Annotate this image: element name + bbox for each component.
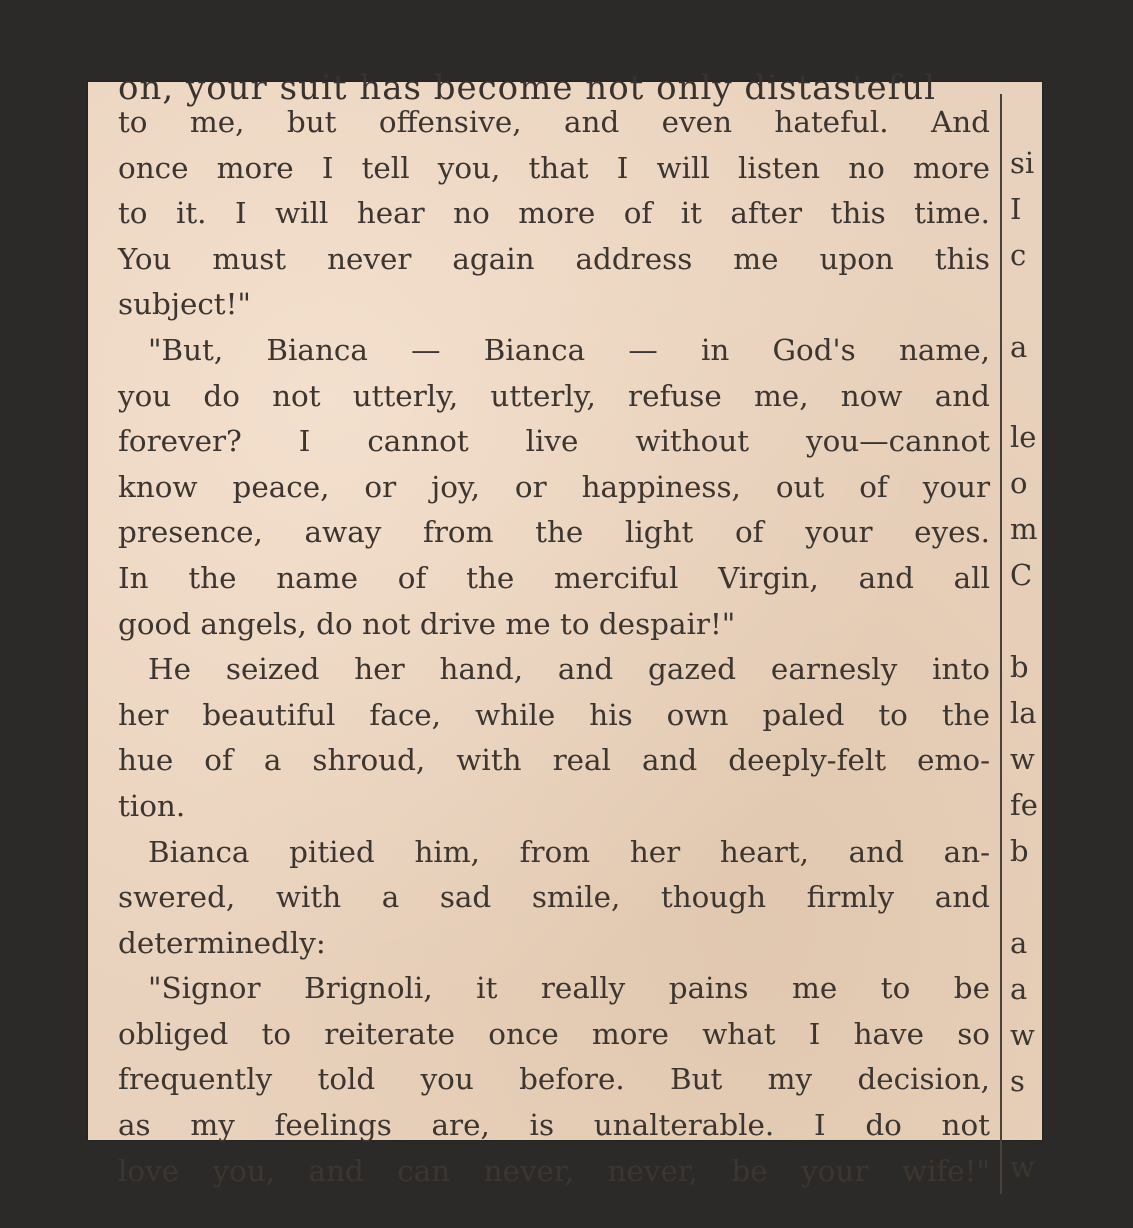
text-line: "But, Bianca — Bianca — in God's name, xyxy=(148,332,990,367)
text-line: her beautiful face, while his own paled to the xyxy=(118,697,990,732)
fragment: fe xyxy=(1010,788,1038,822)
text-line: swered, with a sad smile, though firmly and xyxy=(118,880,990,915)
text-line: frequently told you before. But my decision, xyxy=(118,1062,990,1097)
fragment: b xyxy=(1010,834,1029,868)
fragment: c xyxy=(1010,238,1027,272)
fragment: s xyxy=(1010,1064,1025,1098)
fragment: a xyxy=(1010,972,1028,1006)
fragment: I xyxy=(1010,192,1022,226)
text-line: as my feelings are, is unalterable. I do not xyxy=(118,1108,990,1143)
text-line: determinedly: xyxy=(118,925,326,960)
text-line: presence, away from the light of your eyes. xyxy=(118,515,990,550)
text-line: "Signor Brignoli, it really pains me to be xyxy=(148,971,990,1006)
fragment: w xyxy=(1010,1150,1035,1184)
text-line: obliged to reiterate once more what I have so xyxy=(118,1016,990,1051)
text-line: love you, and can never, never, be your wife!" xyxy=(118,1153,990,1188)
fragment: w xyxy=(1010,1018,1035,1052)
text-line: you do not utterly, utterly, refuse me, now and xyxy=(118,378,990,413)
fragment: a xyxy=(1010,330,1028,364)
text-column xyxy=(118,100,990,1194)
fragment: b xyxy=(1010,650,1029,684)
text-line: good angels, do not drive me to despair!" xyxy=(118,606,736,641)
text-line: subject!" xyxy=(118,287,251,322)
column-rule xyxy=(1000,94,1002,1194)
text-line: You must never again address me upon this xyxy=(118,241,990,276)
fragment: la xyxy=(1010,696,1037,730)
text-line: Bianca pitied him, from her heart, and an- xyxy=(148,834,990,869)
cut-off-top-line: on, your suit has become not only distasteful xyxy=(118,68,937,108)
fragment: m xyxy=(1010,512,1038,546)
text-line: to me, but offensive, and even hateful. And xyxy=(118,105,990,139)
text-line: know peace, or joy, or happiness, out of your xyxy=(118,469,990,504)
fragment: a xyxy=(1010,926,1028,960)
fragment: si xyxy=(1010,146,1035,180)
text-line: In the name of the merciful Virgin, and all xyxy=(118,560,990,595)
newspaper-clipping xyxy=(88,68,1042,1188)
fragment: C xyxy=(1010,558,1033,592)
fragment: o xyxy=(1010,466,1028,500)
text-line: forever? I cannot live without you—cannot xyxy=(118,424,990,459)
text-line: hue of a shroud, with real and deeply-felt emo- xyxy=(118,743,990,778)
text-line: tion. xyxy=(118,788,186,823)
fragment: le xyxy=(1010,420,1037,454)
fragment: w xyxy=(1010,742,1035,776)
text-line: to it. I will hear no more of it after this time. xyxy=(118,196,990,231)
text-line: He seized her hand, and gazed earnesly into xyxy=(148,652,990,687)
text-line: once more I tell you, that I will listen no more xyxy=(118,150,990,185)
